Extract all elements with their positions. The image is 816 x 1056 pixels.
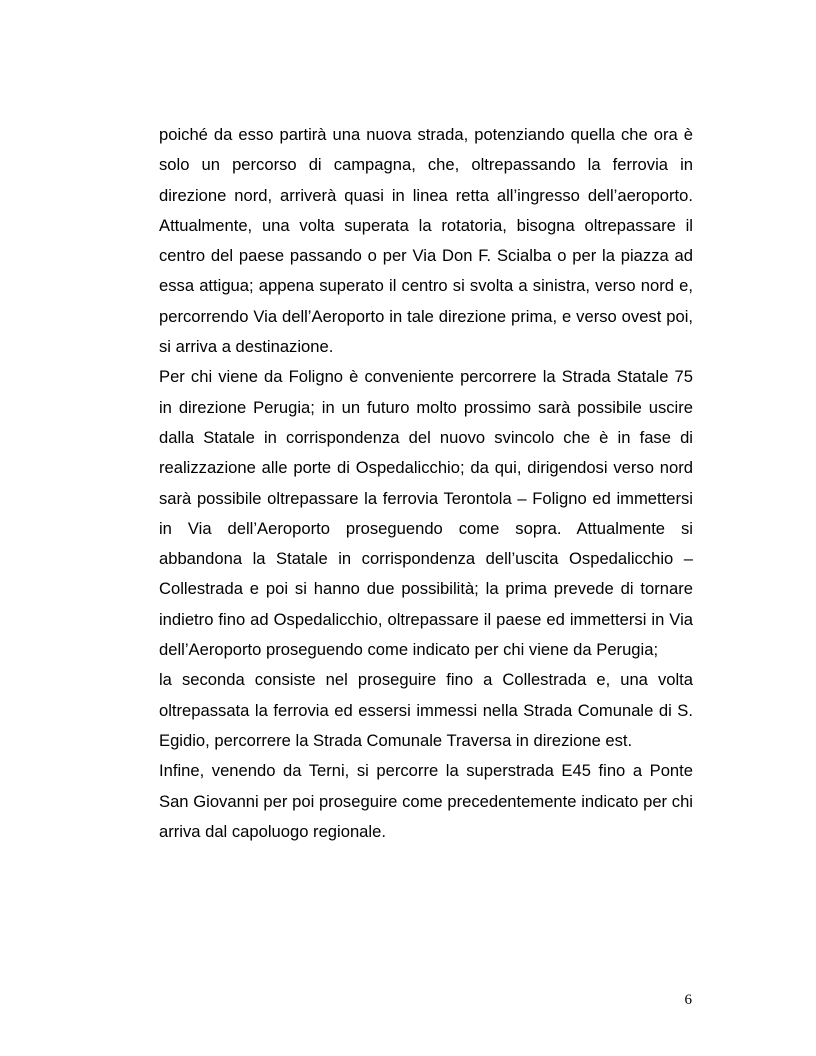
paragraph-1: poiché da esso partirà una nuova strada, potenziando quella che ora è solo un percorso di campagna, che, oltrepassando la ferrovia in direzione nord, arriverà quasi in linea retta all’ingresso dell’aeroporto. Attualmente, una volta superata la rotatoria, bisogna oltrepassare il centro del paese passando o per Via Don F. Scialba o per la piazza ad essa attigua; appena superato il centro si svolta a sinistra, verso nord e, percorrendo Via dell’Aeroporto in tale direzione prima, e verso ovest poi, si arriva a destinazione. <box>159 125 693 357</box>
paragraph-3: la seconda consiste nel proseguire fino a Collestrada e, una volta oltrepassata la ferrovia ed essersi immessi nella Strada Comunale di S. Egidio, percorrere la Strada Comunale Traversa in direzione est. <box>159 670 693 750</box>
paragraph-2: Per chi viene da Foligno è conveniente percorrere la Strada Statale 75 in direzione Perugia; in un futuro molto prossimo sarà possibile uscire dalla Statale in corrispondenza del nuovo svincolo che è in fase di realizzazione alle porte di Ospedalicchio; da qui, dirigendosi verso nord sarà possibile oltrepassare la ferrovia Terontola – Foligno ed immettersi in Via dell’Aeroporto proseguendo come sopra. Attualmente si abbandona la Statale in corrispondenza dell’uscita Ospedalicchio – Collestrada e poi si hanno due possibilità; la prima prevede di tornare indietro fino ad Ospedalicchio, oltrepassare il paese ed immettersi in Via dell’Aeroporto proseguendo come indicato per chi viene da Perugia; <box>159 367 693 660</box>
page-number: 6 <box>684 992 692 1008</box>
body-text <box>159 120 693 847</box>
paragraph-4: Infine, venendo da Terni, si percorre la superstrada E45 fino a Ponte San Giovanni per poi proseguire come precedentemente indicato per chi arriva dal capoluogo regionale. <box>159 761 693 841</box>
